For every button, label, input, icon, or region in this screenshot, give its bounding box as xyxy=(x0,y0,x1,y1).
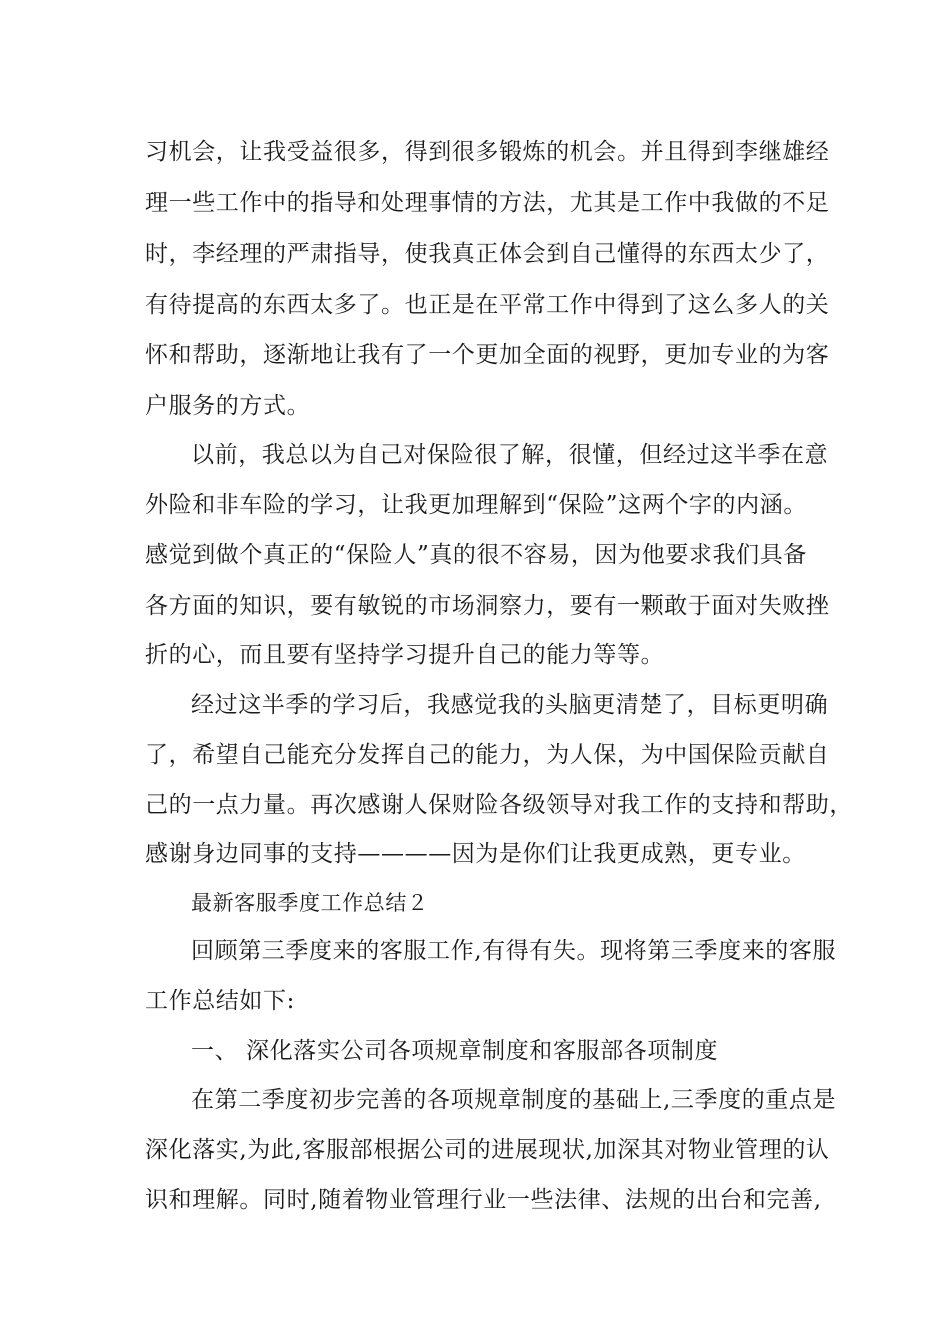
paragraph-line: 识和理解。同时,随着物业管理行业一些法律、法规的出台和完善, xyxy=(145,1187,822,1213)
paragraph-line: 感觉到做个真正的“保险人”真的很不容易，因为他要求我们具备 xyxy=(145,542,807,568)
paragraph-line: 时，李经理的严肃指导，使我真正体会到自己懂得的东西太少了， xyxy=(145,241,830,267)
paragraph-line: 各方面的知识，要有敏锐的市场洞察力，要有一颗敢于面对失败挫 xyxy=(145,593,830,619)
paragraph-line: 了，希望自己能充分发挥自己的能力，为人保，为中国保险贡献自 xyxy=(145,742,830,768)
paragraph-line: 户服务的方式。 xyxy=(145,393,311,419)
subsection-heading: 一、 深化落实公司各项规章制度和客服部各项制度 xyxy=(191,1038,719,1064)
paragraph-line: 习机会，让我受益很多，得到很多锻炼的机会。并且得到李继雄经 xyxy=(145,139,830,165)
paragraph-line: 回顾第三季度来的客服工作,有得有失。现将第三季度来的客服 xyxy=(191,938,837,964)
paragraph-line: 感谢身边同事的支持————因为是你们让我更成熟，更专业。 xyxy=(145,841,806,867)
paragraph-line: 以前，我总以为自己对保险很了解，很懂，但经过这半季在意 xyxy=(191,442,829,468)
paragraph-line: 在第二季度初步完善的各项规章制度的基础上,三季度的重点是 xyxy=(191,1087,837,1113)
paragraph-line: 外险和非车险的学习，让我更加理解到“保险”这两个字的内涵。 xyxy=(145,492,807,518)
paragraph-line: 深化落实,为此,客服部根据公司的进展现状,加深其对物业管理的认 xyxy=(145,1137,830,1163)
paragraph-line: 怀和帮助，逐渐地让我有了一个更加全面的视野，更加专业的为客 xyxy=(145,342,830,368)
paragraph-line: 己的一点力量。再次感谢人保财险各级领导对我工作的支持和帮助， xyxy=(145,792,853,818)
section-heading: 最新客服季度工作总结２ xyxy=(191,891,429,915)
paragraph-line: 有待提高的东西太多了。也正是在平常工作中得到了这么多人的关 xyxy=(145,292,830,318)
paragraph-line: 经过这半季的学习后，我感觉我的头脑更清楚了，目标更明确 xyxy=(191,692,829,718)
paragraph-line: 理一些工作中的指导和处理事情的方法，尤其是工作中我做的不足 xyxy=(145,190,830,216)
paragraph-line: 工作总结如下: xyxy=(145,988,295,1014)
paragraph-line: 折的心，而且要有坚持学习提升自己的能力等等。 xyxy=(145,642,665,668)
